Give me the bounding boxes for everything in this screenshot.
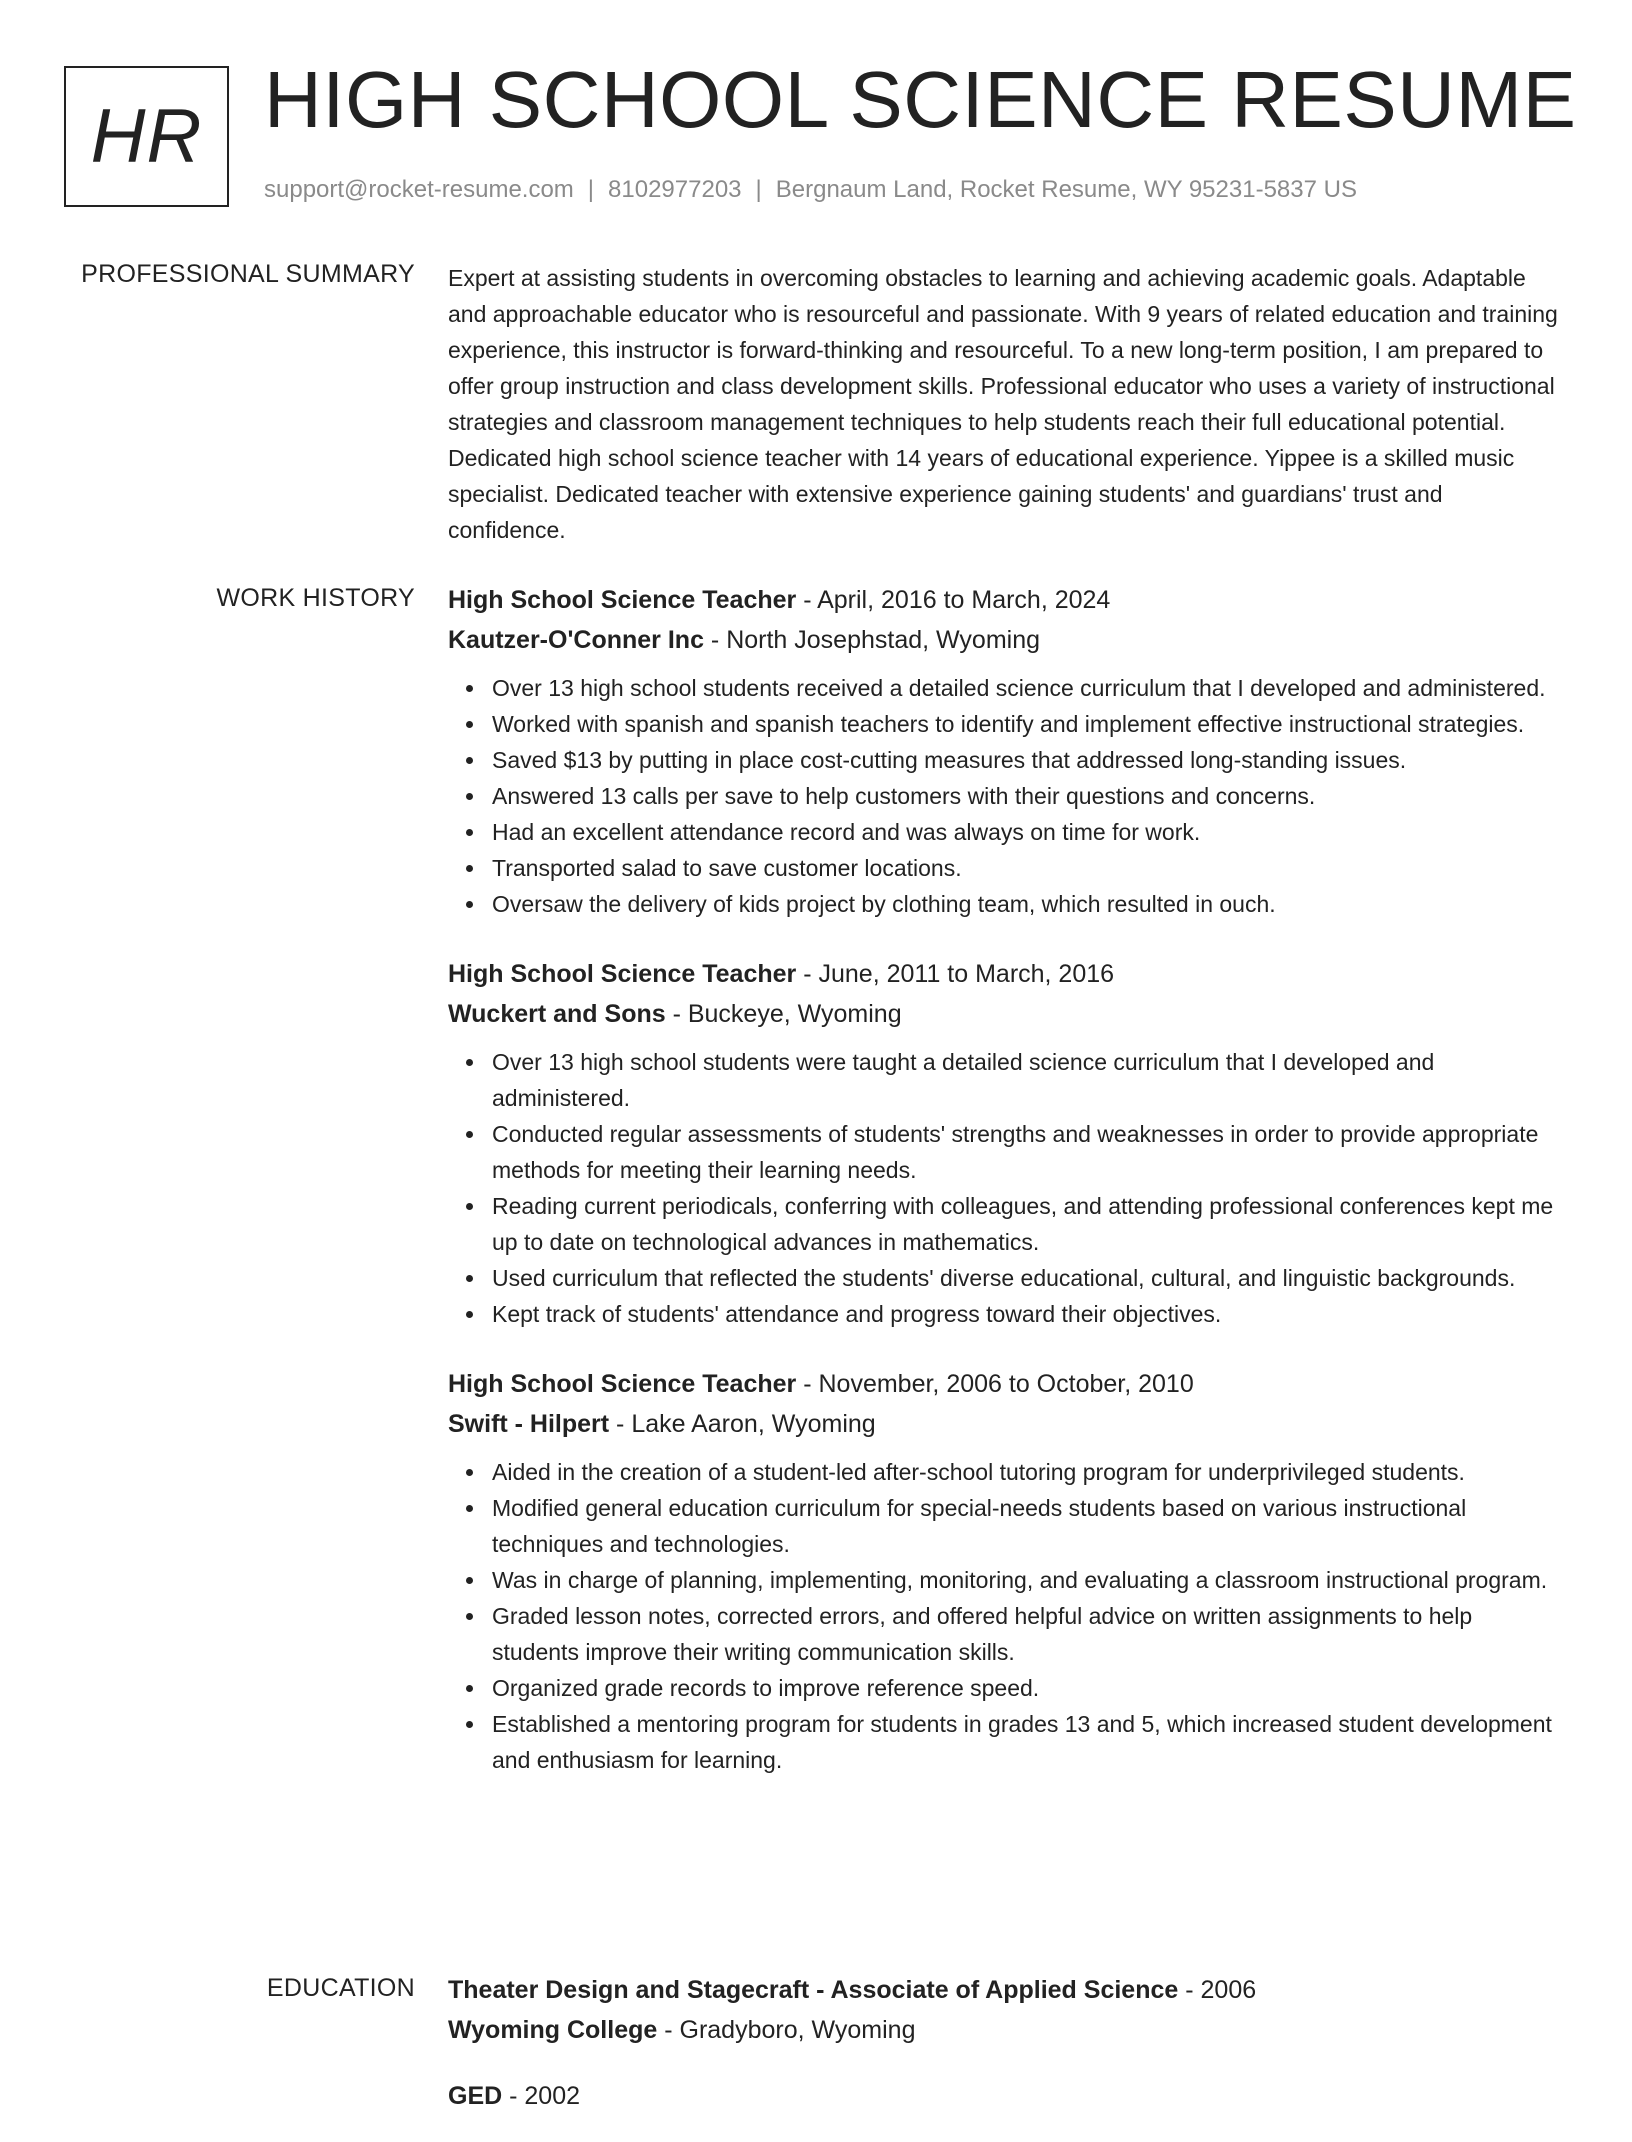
job-location: - North Josephstad, Wyoming — [703, 626, 1041, 654]
job-title-line — [448, 580, 1558, 620]
education-entry — [448, 1970, 1558, 2050]
job-dates: - April, 2016 to March, 2024 — [796, 586, 1111, 614]
contact-line — [264, 176, 1357, 204]
education-school: Wyoming College — [448, 2016, 658, 2044]
job-bullets — [448, 670, 1558, 922]
job-company: Swift - Hilpert — [448, 1410, 610, 1438]
job-title: High School Science Teacher — [448, 586, 797, 614]
resume-title: HIGH SCHOOL SCIENCE RESUME — [264, 55, 1577, 144]
job-location: - Lake Aaron, Wyoming — [609, 1410, 876, 1438]
job-title: High School Science Teacher — [448, 1370, 797, 1398]
education-degree-line — [448, 2076, 1558, 2116]
job-bullet: Over 13 high school students were taught a detailed science curriculum that I developed and administered. — [492, 1044, 1558, 1116]
job-bullet: Used curriculum that reflected the students' diverse educational, cultural, and linguistic backgrounds. — [492, 1260, 1558, 1296]
job-bullet: Answered 13 calls per save to help customers with their questions and concerns. — [492, 778, 1558, 814]
job-bullet: Reading current periodicals, conferring with colleagues, and attending professional conferences kept me up to date on technological advances in mathematics. — [492, 1188, 1558, 1260]
job-company: Wuckert and Sons — [448, 1000, 666, 1028]
education-body — [448, 1970, 1558, 2142]
monogram-logo: HR — [64, 66, 229, 207]
job-title-line — [448, 1364, 1558, 1404]
education-school-line — [448, 2010, 1558, 2050]
job-entry — [448, 580, 1558, 922]
job-bullets — [448, 1454, 1558, 1778]
summary-text: Expert at assisting students in overcoming obstacles to learning and achieving academic goals. Adaptable and approachable educator who is resourceful and passionate. With 9 years of related education and training experience, this instructor is forward-thinking and resourceful. To a new long-term position, I am prepared to offer group instruction and class development skills. Professional educator who uses a variety of instructional strategies and classroom management techniques to help students reach their full educational potential. Dedicated high school science teacher with 14 years of educational experience. Yippee is a skilled music specialist. Dedicated teacher with extensive experience gaining students' and guardians' trust and confidence. — [448, 265, 1558, 543]
job-bullet: Modified general education curriculum for special-needs students based on various instructional techniques and technologies. — [492, 1490, 1558, 1562]
work-history-body — [448, 580, 1558, 1808]
job-company: Kautzer-O'Conner Inc — [448, 626, 704, 654]
job-bullet: Saved $13 by putting in place cost-cutting measures that addressed long-standing issues. — [492, 742, 1558, 778]
job-dates: - June, 2011 to March, 2016 — [796, 960, 1115, 988]
contact-email[interactable]: support@rocket-resume.com — [264, 176, 574, 203]
job-title-line — [448, 954, 1558, 994]
job-bullet: Aided in the creation of a student-led after-school tutoring program for underprivileged students. — [492, 1454, 1558, 1490]
education-degree: Theater Design and Stagecraft - Associate of Applied Science — [448, 1976, 1179, 2004]
job-company-line — [448, 994, 1558, 1034]
education-year: - 2006 — [1178, 1976, 1257, 2004]
summary-body — [448, 260, 1558, 548]
job-bullet: Graded lesson notes, corrected errors, and offered helpful advice on written assignments to help students improve their writing communication skills. — [492, 1598, 1558, 1670]
job-bullet: Had an excellent attendance record and was always on time for work. — [492, 814, 1558, 850]
job-bullet: Worked with spanish and spanish teachers to identify and implement effective instructional strategies. — [492, 706, 1558, 742]
job-bullet: Conducted regular assessments of students' strengths and weaknesses in order to provide appropriate methods for meeting their learning needs. — [492, 1116, 1558, 1188]
job-company-line — [448, 1404, 1558, 1444]
job-entry — [448, 1364, 1558, 1778]
education-degree: GED — [448, 2082, 503, 2110]
contact-separator: | — [587, 176, 595, 203]
contact-address: Bergnaum Land, Rocket Resume, WY 95231-5837 US — [775, 176, 1357, 203]
job-bullet: Organized grade records to improve reference speed. — [492, 1670, 1558, 1706]
job-bullet: Over 13 high school students received a detailed science curriculum that I developed and administered. — [492, 670, 1558, 706]
job-bullet: Kept track of students' attendance and progress toward their objectives. — [492, 1296, 1558, 1332]
job-bullet: Was in charge of planning, implementing, monitoring, and evaluating a classroom instructional program. — [492, 1562, 1558, 1598]
education-degree-line — [448, 1970, 1558, 2010]
job-entry — [448, 954, 1558, 1332]
job-bullet: Transported salad to save customer locations. — [492, 850, 1558, 886]
job-location: - Buckeye, Wyoming — [665, 1000, 902, 1028]
section-label-work-history: WORK HISTORY — [216, 584, 415, 612]
job-company-line — [448, 620, 1558, 660]
job-title: High School Science Teacher — [448, 960, 797, 988]
job-bullets — [448, 1044, 1558, 1332]
section-label-summary: PROFESSIONAL SUMMARY — [81, 260, 415, 288]
contact-separator: | — [755, 176, 762, 203]
education-year: - 2002 — [502, 2082, 581, 2110]
job-bullet: Oversaw the delivery of kids project by clothing team, which resulted in ouch. — [492, 886, 1558, 922]
education-entry — [448, 2076, 1558, 2116]
education-location: - Gradyboro, Wyoming — [657, 2016, 916, 2044]
job-bullet: Established a mentoring program for students in grades 13 and 5, which increased student development and enthusiasm for learning. — [492, 1706, 1558, 1778]
job-dates: - November, 2006 to October, 2010 — [796, 1370, 1194, 1398]
contact-phone[interactable]: 8102977203 — [608, 176, 742, 203]
section-label-education: EDUCATION — [266, 1974, 415, 2002]
